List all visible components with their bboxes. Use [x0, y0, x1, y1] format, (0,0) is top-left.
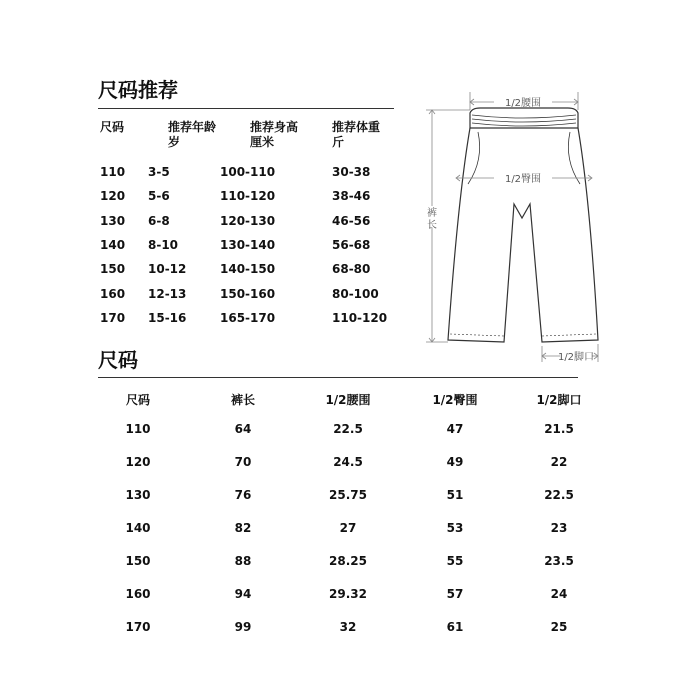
- recommend-cell: 110: [100, 165, 126, 179]
- length-label-char: 裤: [427, 208, 437, 219]
- recommend-title: 尺码推荐: [98, 78, 178, 102]
- recommend-cell: 150: [100, 262, 126, 277]
- size-cell: 76: [234, 488, 252, 502]
- pants-diagram: [410, 88, 610, 370]
- size-header-2: 1/2腰围: [325, 393, 371, 407]
- size-cell: 130: [125, 488, 151, 502]
- recommend-cell: 140-150: [220, 262, 276, 277]
- recommend-cell: 80-100: [332, 286, 379, 301]
- recommend-cell: 165-170: [220, 310, 276, 325]
- size-cell: 110: [125, 422, 151, 436]
- length-label-char: 长: [427, 220, 437, 231]
- size-cell: 51: [446, 488, 464, 502]
- size-cell: 27: [339, 521, 357, 535]
- size-cell: 22: [550, 455, 568, 469]
- recommend-cell: 56-68: [332, 237, 371, 252]
- recommend-cell: 12-13: [148, 286, 187, 301]
- recommend-cell: 100-110: [220, 165, 276, 179]
- size-cell: 53: [446, 521, 464, 535]
- recommend-header-1: 推荐年龄 岁: [168, 120, 217, 149]
- recommend-divider: [98, 108, 394, 109]
- size-divider: [98, 377, 578, 378]
- recommend-header-3: 推荐体重 斤: [332, 120, 381, 149]
- size-header-4: 1/2脚口: [536, 393, 582, 407]
- pants-outline-icon: [448, 108, 598, 342]
- size-cell: 23.5: [544, 554, 574, 568]
- recommend-cell: 130: [100, 213, 126, 228]
- size-cell: 94: [234, 587, 252, 601]
- size-cell: 160: [125, 587, 151, 601]
- recommend-cell: 120-130: [220, 213, 276, 228]
- size-header-3: 1/2臀围: [432, 393, 478, 407]
- recommend-cell: 38-46: [332, 189, 371, 204]
- recommend-cell: 110-120: [220, 189, 276, 204]
- recommend-cell: 150-160: [220, 286, 276, 301]
- recommend-cell: 46-56: [332, 213, 371, 228]
- recommend-header-2: 推荐身高 厘米: [250, 120, 299, 149]
- size-cell: 170: [125, 620, 151, 634]
- size-cell: 23: [550, 521, 568, 535]
- size-cell: 57: [446, 587, 464, 601]
- size-title: 尺码: [98, 348, 138, 372]
- recommend-cell: 110-120: [332, 310, 388, 325]
- recommend-cell: 140: [100, 237, 126, 252]
- size-cell: 22.5: [544, 488, 574, 502]
- size-cell: 120: [125, 455, 151, 469]
- hip-label: 1/2臀围: [504, 174, 542, 185]
- hem-label: 1/2脚口: [557, 352, 595, 363]
- size-cell: 99: [234, 620, 252, 634]
- size-cell: 24.5: [333, 455, 363, 469]
- size-cell: 47: [446, 422, 464, 436]
- size-cell: 64: [234, 422, 252, 436]
- size-cell: 28.25: [329, 554, 367, 568]
- recommend-cell: 6-8: [148, 213, 170, 228]
- size-cell: 70: [234, 455, 252, 469]
- recommend-cell: 170: [100, 310, 126, 325]
- size-cell: 32: [339, 620, 357, 634]
- recommend-cell: 30-38: [332, 165, 371, 179]
- recommend-cell: 130-140: [220, 237, 276, 252]
- recommend-cell: 8-10: [148, 237, 179, 252]
- size-cell: 88: [234, 554, 252, 568]
- size-cell: 61: [446, 620, 464, 634]
- size-cell: 140: [125, 521, 151, 535]
- size-cell: 150: [125, 554, 151, 568]
- recommend-cell: 15-16: [148, 310, 187, 325]
- recommend-cell: 3-5: [148, 165, 170, 179]
- size-cell: 21.5: [544, 422, 574, 436]
- size-cell: 24: [550, 587, 568, 601]
- recommend-cell: 5-6: [148, 189, 170, 204]
- recommend-cell: 160: [100, 286, 126, 301]
- size-cell: 82: [234, 521, 252, 535]
- size-cell: 25: [550, 620, 568, 634]
- length-label: [427, 206, 437, 231]
- recommend-header-0: 尺码: [100, 120, 125, 134]
- size-header-1: 裤长: [230, 393, 255, 407]
- recommend-cell: 120: [100, 189, 126, 204]
- size-cell: 22.5: [333, 422, 363, 436]
- recommend-cell: 10-12: [148, 262, 187, 277]
- size-cell: 55: [446, 554, 464, 568]
- size-cell: 29.32: [329, 587, 367, 601]
- size-cell: 25.75: [329, 488, 367, 502]
- size-cell: 49: [446, 455, 464, 469]
- size-header-0: 尺码: [125, 393, 150, 407]
- waist-label: 1/2腰围: [504, 98, 542, 109]
- recommend-cell: 68-80: [332, 262, 371, 277]
